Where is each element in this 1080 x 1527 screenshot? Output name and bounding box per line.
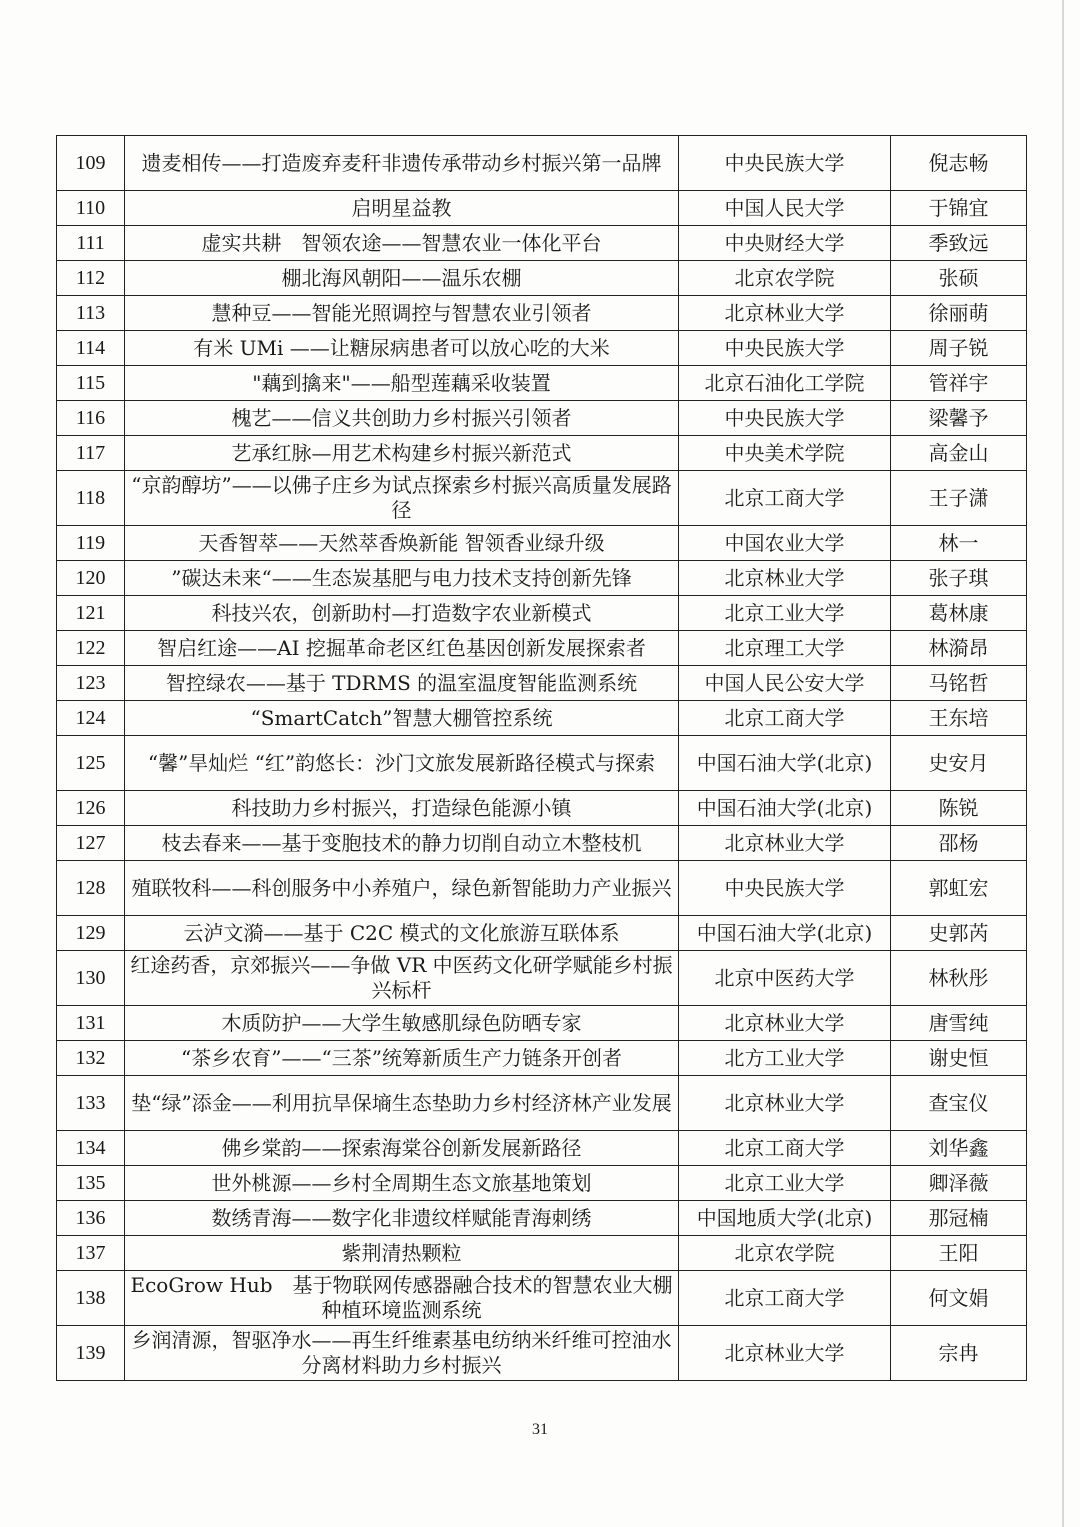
leader-name: 王子潇	[891, 471, 1027, 526]
table-row	[57, 631, 1027, 666]
leader-name: 王阳	[891, 1236, 1027, 1271]
table-row	[57, 791, 1027, 826]
leader-name: 谢史恒	[891, 1041, 1027, 1076]
school-name: 中国石油大学(北京)	[679, 916, 891, 951]
school-name: 中国地质大学(北京)	[679, 1201, 891, 1236]
table-row	[57, 136, 1027, 191]
table-row	[57, 561, 1027, 596]
page-number: 31	[532, 1421, 548, 1438]
school-name: 北京农学院	[679, 1236, 891, 1271]
project-name: 慧种豆——智能光照调控与智慧农业引领者	[125, 296, 679, 331]
project-name: 启明星益教	[125, 191, 679, 226]
school-name: 中央美术学院	[679, 436, 891, 471]
leader-name: 于锦宜	[891, 191, 1027, 226]
leader-name: 林秋彤	[891, 951, 1027, 1006]
leader-name: 马铭哲	[891, 666, 1027, 701]
project-name: 云泸文漪——基于 C2C 模式的文化旅游互联体系	[125, 916, 679, 951]
table-row	[57, 261, 1027, 296]
row-number: 114	[57, 331, 125, 366]
school-name: 北京工商大学	[679, 1271, 891, 1326]
project-name: 天香智萃——天然萃香焕新能 智领香业绿升级	[125, 526, 679, 561]
row-number: 131	[57, 1006, 125, 1041]
row-number: 113	[57, 296, 125, 331]
page-edge	[1062, 0, 1064, 1527]
project-name: 木质防护——大学生敏感肌绿色防晒专家	[125, 1006, 679, 1041]
project-name: 棚北海风朝阳——温乐农棚	[125, 261, 679, 296]
project-name: 智启红途——AI 挖掘革命老区红色基因创新发展探索者	[125, 631, 679, 666]
project-name: ”碳达未来“——生态炭基肥与电力技术支持创新先锋	[125, 561, 679, 596]
row-number: 139	[57, 1326, 125, 1381]
table-row	[57, 401, 1027, 436]
table-row	[57, 861, 1027, 916]
table-row	[57, 436, 1027, 471]
project-name: 艺承红脉—用艺术构建乡村振兴新范式	[125, 436, 679, 471]
table-row	[57, 701, 1027, 736]
leader-name: 王东培	[891, 701, 1027, 736]
leader-name: 高金山	[891, 436, 1027, 471]
row-number: 123	[57, 666, 125, 701]
table-row	[57, 226, 1027, 261]
project-name: 有米 UMi ——让糖尿病患者可以放心吃的大米	[125, 331, 679, 366]
table-body	[57, 136, 1027, 1381]
table-row	[57, 1041, 1027, 1076]
row-number: 127	[57, 826, 125, 861]
leader-name: 管祥宇	[891, 366, 1027, 401]
row-number: 120	[57, 561, 125, 596]
leader-name: 史安月	[891, 736, 1027, 791]
leader-name: 徐丽萌	[891, 296, 1027, 331]
project-name: 世外桃源——乡村全周期生态文旅基地策划	[125, 1166, 679, 1201]
table-row	[57, 296, 1027, 331]
school-name: 中国人民公安大学	[679, 666, 891, 701]
project-name: 佛乡棠韵——探索海棠谷创新发展新路径	[125, 1131, 679, 1166]
row-number: 137	[57, 1236, 125, 1271]
project-name: "藕到擒来"——船型莲藕采收装置	[125, 366, 679, 401]
school-name: 中国农业大学	[679, 526, 891, 561]
school-name: 北京理工大学	[679, 631, 891, 666]
school-name: 中央财经大学	[679, 226, 891, 261]
table-row	[57, 1326, 1027, 1381]
school-name: 中央民族大学	[679, 401, 891, 436]
row-number: 129	[57, 916, 125, 951]
table-row	[57, 826, 1027, 861]
row-number: 112	[57, 261, 125, 296]
school-name: 北京石油化工学院	[679, 366, 891, 401]
school-name: 北京林业大学	[679, 1006, 891, 1041]
project-name: 紫荆清热颗粒	[125, 1236, 679, 1271]
leader-name: 葛林康	[891, 596, 1027, 631]
table-row	[57, 951, 1027, 1006]
school-name: 北京工商大学	[679, 471, 891, 526]
school-name: 中央民族大学	[679, 331, 891, 366]
row-number: 110	[57, 191, 125, 226]
leader-name: 邵杨	[891, 826, 1027, 861]
leader-name: 陈锐	[891, 791, 1027, 826]
leader-name: 张硕	[891, 261, 1027, 296]
row-number: 132	[57, 1041, 125, 1076]
project-name: 枝去春来——基于变胞技术的静力切削自动立木整枝机	[125, 826, 679, 861]
row-number: 134	[57, 1131, 125, 1166]
table-row	[57, 331, 1027, 366]
school-name: 北京工商大学	[679, 701, 891, 736]
school-name: 中国石油大学(北京)	[679, 791, 891, 826]
school-name: 北京林业大学	[679, 561, 891, 596]
row-number: 125	[57, 736, 125, 791]
leader-name: 周子锐	[891, 331, 1027, 366]
leader-name: 郭虹宏	[891, 861, 1027, 916]
school-name: 北京林业大学	[679, 296, 891, 331]
row-number: 138	[57, 1271, 125, 1326]
table-row	[57, 471, 1027, 526]
leader-name: 何文娟	[891, 1271, 1027, 1326]
row-number: 119	[57, 526, 125, 561]
leader-name: 梁馨予	[891, 401, 1027, 436]
leader-name: 卿泽薇	[891, 1166, 1027, 1201]
project-name: 殖联牧科——科创服务中小养殖户，绿色新智能助力产业振兴	[125, 861, 679, 916]
table-row	[57, 1236, 1027, 1271]
row-number: 109	[57, 136, 125, 191]
project-name: 虚实共耕 智领农途——智慧农业一体化平台	[125, 226, 679, 261]
table-row	[57, 366, 1027, 401]
leader-name: 唐雪纯	[891, 1006, 1027, 1041]
leader-name: 宗冉	[891, 1326, 1027, 1381]
row-number: 128	[57, 861, 125, 916]
row-number: 118	[57, 471, 125, 526]
table-row	[57, 1166, 1027, 1201]
row-number: 126	[57, 791, 125, 826]
table-row	[57, 1006, 1027, 1041]
row-number: 115	[57, 366, 125, 401]
school-name: 中国石油大学(北京)	[679, 736, 891, 791]
school-name: 中央民族大学	[679, 861, 891, 916]
row-number: 130	[57, 951, 125, 1006]
table-row	[57, 666, 1027, 701]
table-row	[57, 1201, 1027, 1236]
project-name: 遗麦相传——打造废弃麦秆非遗传承带动乡村振兴第一品牌	[125, 136, 679, 191]
leader-name: 倪志畅	[891, 136, 1027, 191]
row-number: 122	[57, 631, 125, 666]
project-table	[56, 135, 1027, 1381]
school-name: 北京工商大学	[679, 1131, 891, 1166]
leader-name: 刘华鑫	[891, 1131, 1027, 1166]
project-name: 红途药香，京郊振兴——争做 VR 中医药文化研学赋能乡村振兴标杆	[125, 951, 679, 1006]
school-name: 北京林业大学	[679, 1076, 891, 1131]
row-number: 111	[57, 226, 125, 261]
row-number: 121	[57, 596, 125, 631]
leader-name: 那冠楠	[891, 1201, 1027, 1236]
school-name: 北京林业大学	[679, 1326, 891, 1381]
school-name: 中央民族大学	[679, 136, 891, 191]
table-row	[57, 526, 1027, 561]
project-name: “茶乡农育”——“三茶”统筹新质生产力链条开创者	[125, 1041, 679, 1076]
project-name: 垫“绿”添金——利用抗旱保墒生态垫助力乡村经济林产业发展	[125, 1076, 679, 1131]
school-name: 北京工业大学	[679, 596, 891, 631]
row-number: 133	[57, 1076, 125, 1131]
project-name: “京韵醇坊”——以佛子庄乡为试点探索乡村振兴高质量发展路径	[125, 471, 679, 526]
table-row	[57, 1271, 1027, 1326]
school-name: 北京中医药大学	[679, 951, 891, 1006]
row-number: 117	[57, 436, 125, 471]
project-name: 槐艺——信义共创助力乡村振兴引领者	[125, 401, 679, 436]
leader-name: 史郭芮	[891, 916, 1027, 951]
leader-name: 季致远	[891, 226, 1027, 261]
school-name: 北京林业大学	[679, 826, 891, 861]
school-name: 北京工业大学	[679, 1166, 891, 1201]
leader-name: 林漪昂	[891, 631, 1027, 666]
table-row	[57, 596, 1027, 631]
project-name: “SmartCatch”智慧大棚管控系统	[125, 701, 679, 736]
table-row	[57, 191, 1027, 226]
project-name: 数绣青海——数字化非遗纹样赋能青海刺绣	[125, 1201, 679, 1236]
table-row	[57, 1131, 1027, 1166]
row-number: 124	[57, 701, 125, 736]
school-name: 北京农学院	[679, 261, 891, 296]
row-number: 136	[57, 1201, 125, 1236]
project-name: 智控绿农——基于 TDRMS 的温室温度智能监测系统	[125, 666, 679, 701]
table-row	[57, 916, 1027, 951]
leader-name: 林一	[891, 526, 1027, 561]
table-row	[57, 736, 1027, 791]
project-name: 科技助力乡村振兴，打造绿色能源小镇	[125, 791, 679, 826]
project-name: 科技兴农，创新助村—打造数字农业新模式	[125, 596, 679, 631]
row-number: 135	[57, 1166, 125, 1201]
project-name: 乡润清源，智驱净水——再生纤维素基电纺纳米纤维可控油水分离材料助力乡村振兴	[125, 1326, 679, 1381]
school-name: 中国人民大学	[679, 191, 891, 226]
table-row	[57, 1076, 1027, 1131]
project-name: EcoGrow Hub 基于物联网传感器融合技术的智慧农业大棚种植环境监测系统	[125, 1271, 679, 1326]
leader-name: 查宝仪	[891, 1076, 1027, 1131]
leader-name: 张子琪	[891, 561, 1027, 596]
project-name: “馨”旱灿烂 “红”韵悠长：沙门文旅发展新路径模式与探索	[125, 736, 679, 791]
school-name: 北方工业大学	[679, 1041, 891, 1076]
row-number: 116	[57, 401, 125, 436]
